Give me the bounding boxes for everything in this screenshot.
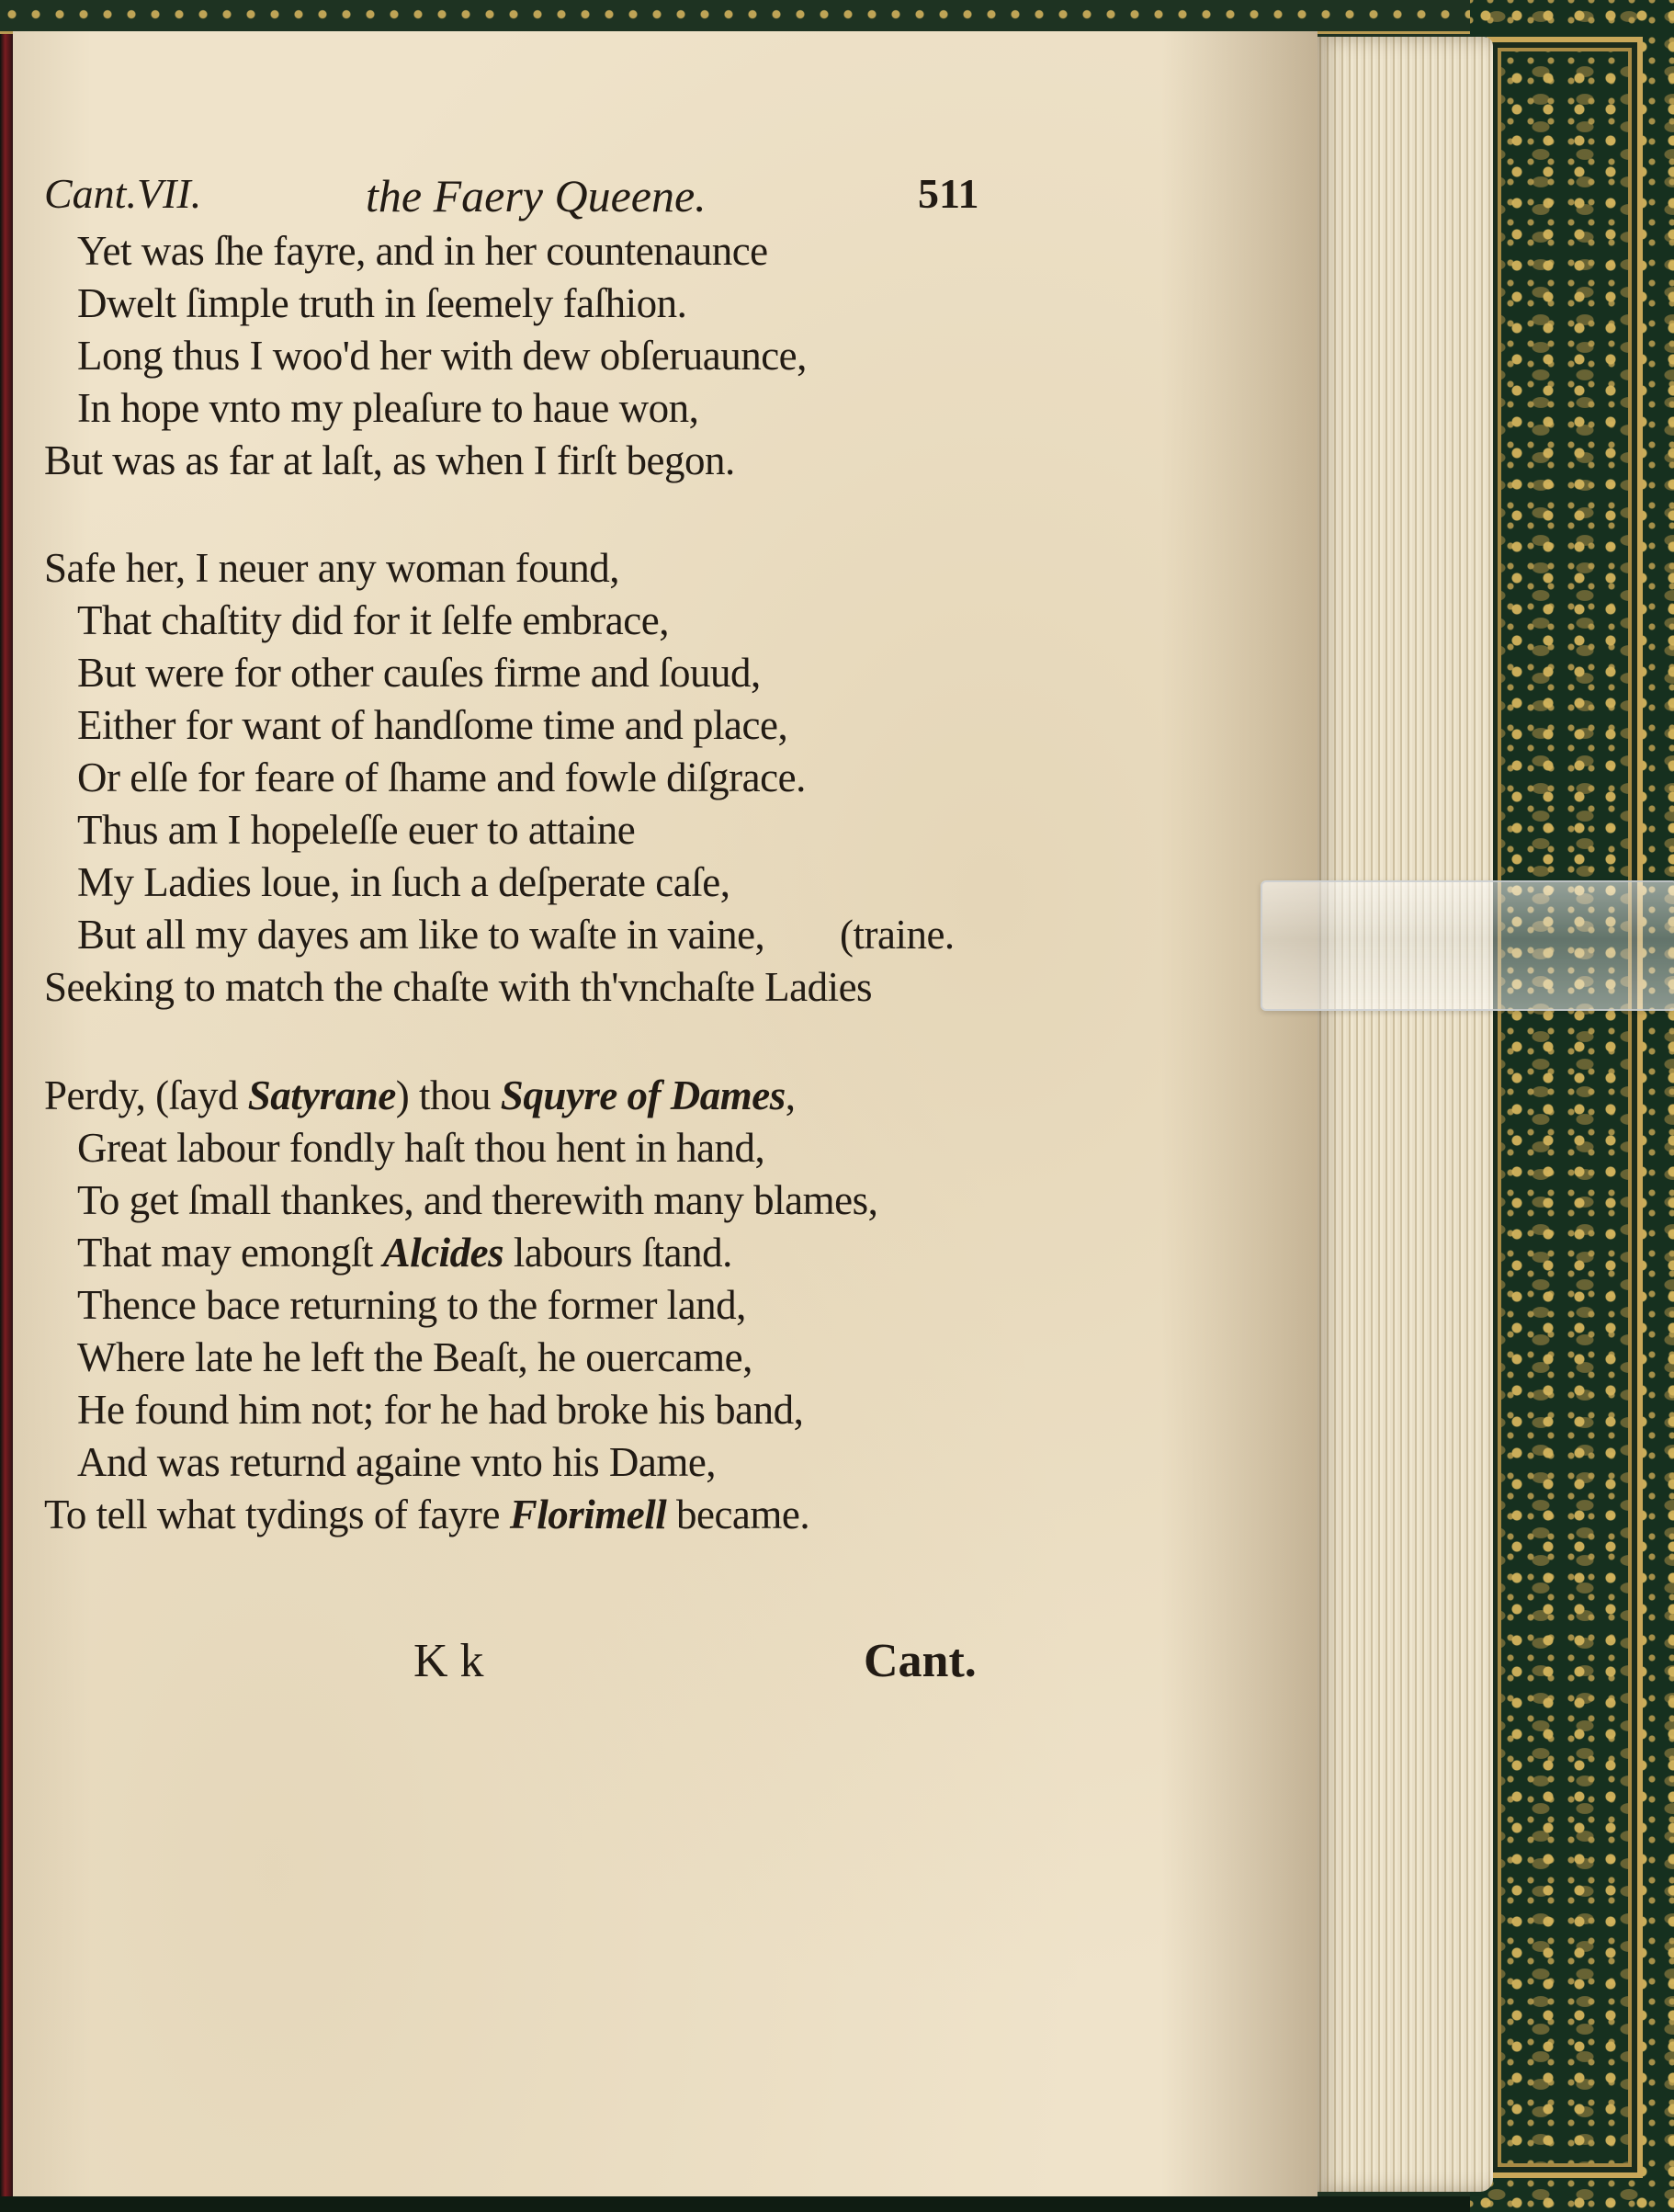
bottom-edge: [0, 2196, 1470, 2212]
verse-line: But were for other cauſes firme and ſouud,: [77, 650, 761, 696]
verse-line: Or elſe for feare of ſhame and fowle diſgrace.: [77, 754, 806, 800]
verse-line: [77, 1229, 732, 1276]
page-number: 511: [918, 170, 979, 217]
verse-line: Safe her, I neuer any woman found,: [44, 545, 619, 591]
signature-mark: K k: [413, 1635, 484, 1687]
verse-text: labours ſtand.: [503, 1230, 732, 1276]
verse-line: [44, 1491, 809, 1538]
proper-name: Satyrane: [247, 1072, 396, 1118]
verse-text: To tell what tydings of fayre: [44, 1492, 510, 1537]
verse-line: Thus am I hopeleſſe euer to attaine: [77, 807, 636, 853]
verse-text: ,: [785, 1072, 796, 1118]
running-header-canto: Cant.VII.: [44, 170, 202, 217]
verse-line: [44, 1072, 796, 1119]
verse-line: To get ſmall thankes, and therewith many blames,: [77, 1177, 878, 1223]
verse-line: Seeking to match the chaſte with th'vnchaſte Ladies: [44, 964, 873, 1010]
proper-name: Florimell: [509, 1492, 667, 1537]
verse-line: Yet was ſhe fayre, and in her countenaunce: [77, 228, 768, 274]
verse-text: That may emongſt: [77, 1230, 383, 1276]
gilt-top-border: [0, 0, 1470, 34]
verse-line: But was as far at laſt, as when I firſt begon.: [44, 437, 735, 483]
binding-frame: [1487, 37, 1643, 2178]
verse-text: ) thou: [395, 1072, 501, 1118]
proper-name: Squyre of Dames: [500, 1072, 786, 1118]
page-clip: [1261, 880, 1674, 1011]
turnover-word: (traine.: [840, 912, 955, 958]
verse-line: In hope vnto my pleaſure to haue won,: [77, 385, 699, 431]
verse-line: Where late he left the Beaſt, he ouercame,: [77, 1334, 752, 1380]
page-fore-edge: [1309, 37, 1493, 2192]
book-page: [13, 31, 1318, 2196]
verse-line: Either for want of handſome time and place,: [77, 702, 788, 748]
verse-line: Great labour fondly haſt thou hent in hand,: [77, 1125, 765, 1171]
catchword: Cant.: [864, 1635, 977, 1687]
running-header-title: the Faery Queene.: [366, 170, 707, 221]
verse-line: That chaſtity did for it ſelfe embrace,: [77, 597, 669, 643]
proper-name: Alcides: [382, 1230, 504, 1276]
verse-line: He found him not; for he had broke his band,: [77, 1387, 804, 1433]
verse-line: And was returnd againe vnto his Dame,: [77, 1439, 717, 1485]
verse-line: Thence bace returning to the former land,: [77, 1282, 746, 1328]
verse-text: became.: [666, 1492, 810, 1537]
verse-line: My Ladies loue, in ſuch a deſperate caſe,: [77, 859, 730, 905]
verse-line: But all my dayes am like to waſte in vaine,: [77, 912, 765, 958]
verse-line: Dwelt ſimple truth in ſeemely faſhion.: [77, 280, 687, 326]
verse-line: Long thus I woo'd her with dew obſeruaunce,: [77, 333, 807, 379]
spine-edge: [0, 0, 13, 2212]
verse-text: Perdy, (ſayd: [44, 1072, 248, 1118]
